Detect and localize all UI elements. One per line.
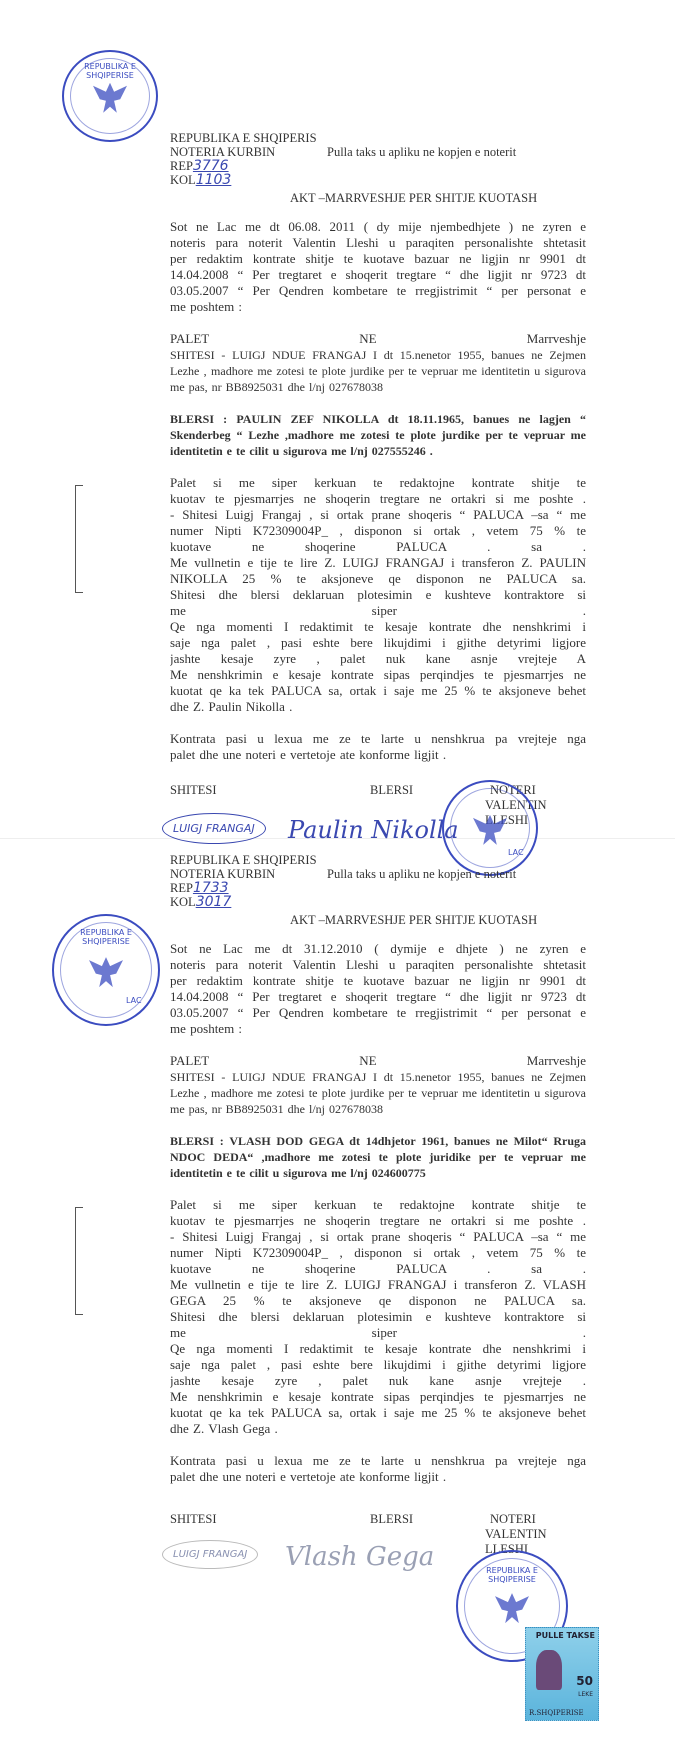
- margin-bracket: [75, 1207, 83, 1315]
- contract-text-line: palet dhe une noteri e vertetoje ate konforme ligjit .: [170, 747, 447, 762]
- document-title: AKT –MARRVESHJE PER SHITJE KUOTASH: [290, 913, 538, 927]
- seller-signature: LUIGJ FRANGAJ: [162, 813, 266, 844]
- contract-text-line: kuotat qe ka tek PALUCA sa, ortak i saje me 25 % te aksjoneve behet: [170, 683, 586, 698]
- contract-text-line: PALET NE Marrveshje: [170, 1053, 586, 1068]
- buyer-signature: Paulin Nikolla: [288, 816, 459, 844]
- contract-paragraph: [170, 1453, 586, 1485]
- notary-seal-stamp: [52, 914, 160, 1026]
- contract-text-line: kuotave ne shoqerine PALUCA . sa .: [170, 539, 586, 554]
- contract-text-line: GEGA 25 % te aksjoneve qe disponon ne PALUCA sa.: [170, 1293, 586, 1308]
- tax-note: Pulla taks u apliku ne kopjen e noterit: [327, 145, 517, 159]
- contract-text-line: noteris para noterit Valentin Lleshi u paraqiten personalishte shtetasit: [170, 235, 586, 250]
- contract-text-line: saje nga palet , pasi eshte bere likujdimi i gjithe detyrimi ligjore: [170, 1357, 586, 1372]
- contract-text-line: Palet si me siper kerkuan te redaktojne kontrate shitje te: [170, 475, 586, 490]
- seller-signature: LUIGJ FRANGAJ: [162, 1540, 258, 1569]
- kol-number: 3017: [195, 894, 232, 910]
- portrait-icon: [536, 1650, 562, 1690]
- notary-name: VALENTIN LLESHI: [485, 1527, 547, 1556]
- contract-text-line: Lezhe , madhore me zotesi te plote jurdike per te vepruar me identitetin u sigurova: [170, 364, 586, 378]
- kol-number: 1103: [195, 172, 232, 188]
- contract-paragraph: [170, 941, 586, 1037]
- contract-text-line: identitetin e te cilit u sigurova me l/nj 024600775: [170, 1166, 426, 1180]
- document-header: [170, 131, 317, 187]
- stamp-text: LAC: [508, 848, 524, 857]
- contract-text-line: me pas, nr BB8925031 dhe l/nj 027678038: [170, 1102, 383, 1116]
- contract-text-line: SHITESI - LUIGJ NDUE FRANGAJ I dt 15.nenetor 1955, banues ne Zejmen: [170, 1070, 586, 1084]
- buyer-label: BLERSI: [370, 783, 414, 797]
- document-title: AKT –MARRVESHJE PER SHITJE KUOTASH: [290, 191, 538, 205]
- contract-body: [170, 941, 586, 1501]
- contract-text-line: kuotav te pjesmarrjes ne shoqerin tregtare ne ortakri si me poshte .: [170, 1213, 586, 1228]
- contract-text-line: Me vullnetin e tije te lire Z. LUIGJ FRANGAJ i transferon Z. PAULIN: [170, 555, 586, 570]
- contract-text-line: jashte kesaje zyre , palet nuk kane asnje vrejteje A: [170, 651, 586, 666]
- notary-seal-stamp: [62, 50, 158, 142]
- contract-paragraph: [170, 331, 586, 395]
- stamp-text: REPUBLIKA E SHQIPERISE: [486, 1566, 538, 1584]
- contract-paragraph: [170, 1197, 586, 1437]
- margin-bracket: [75, 485, 83, 593]
- contract-text-line: per redaktim kontrate shitje te kuotave bazuar ne ligjin nr 9901 dt: [170, 973, 586, 988]
- contract-text-line: Me nenshkrimin e kesaje kontrate sipas perqindjes te pjesmarrjes ne: [170, 1389, 586, 1404]
- notary-label: NOTERI: [490, 1512, 536, 1526]
- contract-text-line: numer Nipti K72309004P_ , disponon si ortak , vetem 75 % te: [170, 1245, 586, 1260]
- contract-text-line: me siper .: [170, 603, 586, 618]
- contract-text-line: Qe nga momenti I redaktimit te kesaje kontrate dhe nenshkrimi i: [170, 619, 586, 634]
- stamp-text: REPUBLIKA E SHQIPERISE: [84, 62, 136, 80]
- contract-text-line: - Shitesi Luigj Frangaj , si ortak prane shoqeris “ PALUCA –sa “ me: [170, 1229, 586, 1244]
- contract-text-line: numer Nipti K72309004P_ , disponon si ortak , vetem 75 % te: [170, 523, 586, 538]
- contract-text-line: me pas, nr BB8925031 dhe l/nj 027678038: [170, 380, 383, 394]
- tax-stamp-title: PULLE TAKSE: [535, 1631, 595, 1640]
- seller-label: SHITESI: [170, 783, 217, 797]
- document-header: [170, 853, 317, 909]
- contract-text-line: kuotave ne shoqerine PALUCA . sa .: [170, 1261, 586, 1276]
- contract-text-line: Skenderbeg “ Lezhe ,madhore me zotesi te plote jurdike per te vepruar me: [170, 428, 586, 442]
- buyer-signature: Vlash Gega: [285, 1542, 435, 1572]
- buyer-label: BLERSI: [370, 1512, 414, 1526]
- contract-text-line: Qe nga momenti I redaktimit te kesaje kontrate dhe nenshkrimi i: [170, 1341, 586, 1356]
- contract-text-line: me poshtem :: [170, 299, 243, 314]
- contract-text-line: BLERSI : VLASH DOD GEGA dt 14dhjetor 1961, banues ne Milot“ Rruga: [170, 1134, 586, 1148]
- contract-text-line: NIKOLLA 25 % te aksjoneve qe disponon ne PALUCA sa.: [170, 571, 586, 586]
- contract-text-line: dhe Z. Paulin Nikolla .: [170, 699, 293, 714]
- contract-paragraph: [170, 411, 586, 459]
- contract-text-line: Sot ne Lac me dt 31.12.2010 ( dymije e dhjete ) ne zyren e: [170, 941, 586, 956]
- contract-paragraph: [170, 1053, 586, 1117]
- contract-text-line: Shitesi dhe blersi deklaruan plotesimin e kushteve kontraktore si: [170, 1309, 586, 1324]
- contract-paragraph: [170, 219, 586, 315]
- notary-name: VALENTIN LLESHI: [485, 798, 547, 827]
- contract-text-line: Shitesi dhe blersi deklaruan plotesimin e kushteve kontraktore si: [170, 587, 586, 602]
- contract-text-line: NDOC DEDA“ ,madhore me zotesi te plote juridike per te vepruar me: [170, 1150, 586, 1164]
- kol-field: KOL1103: [170, 172, 232, 188]
- contract-page-1: [0, 0, 675, 857]
- contract-paragraph: [170, 1133, 586, 1181]
- contract-text-line: saje nga palet , pasi eshte bere likujdimi i gjithe detyrimi ligjore: [170, 635, 586, 650]
- contract-text-line: per redaktim kontrate shitje te kuotave bazuar ne ligjin nr 9901 dt: [170, 251, 586, 266]
- rep-number: 1733: [192, 880, 229, 896]
- contract-text-line: PALET NE Marrveshje: [170, 331, 586, 346]
- contract-body: [170, 219, 586, 779]
- tax-stamp-country: R.SHQIPERISE: [529, 1709, 584, 1717]
- rep-field: REP3776: [170, 158, 229, 174]
- notary-label: NOTERI: [490, 783, 536, 797]
- contract-text-line: 14.04.2008 “ Per tregtaret e shoqerit tregtare “ dhe ligjit nr 9723 dt: [170, 989, 586, 1004]
- contract-text-line: 14.04.2008 “ Per tregtaret e shoqerit tregtare “ dhe ligjit nr 9723 dt: [170, 267, 586, 282]
- contract-text-line: palet dhe une noteri e vertetoje ate konforme ligjit .: [170, 1469, 447, 1484]
- contract-text-line: jashte kesaje zyre , palet nuk kane asnje vrejteje .: [170, 1373, 586, 1388]
- contract-text-line: Palet si me siper kerkuan te redaktojne kontrate shitje te: [170, 1197, 586, 1212]
- contract-text-line: kuotat qe ka tek PALUCA sa, ortak i saje me 25 % te aksjoneve behet: [170, 1405, 586, 1420]
- contract-text-line: BLERSI : PAULIN ZEF NIKOLLA dt 18.11.1965, banues ne lagjen “: [170, 412, 586, 426]
- contract-text-line: - Shitesi Luigj Frangaj , si ortak prane shoqeris “ PALUCA –sa “ me: [170, 507, 586, 522]
- tax-note: Pulla taks u apliku ne kopjen e noterit: [327, 867, 517, 881]
- rep-field: REP1733: [170, 880, 229, 896]
- kol-field: KOL3017: [170, 894, 232, 910]
- contract-text-line: identitetin e te cilit u sigurova me l/nj 027555246 .: [170, 444, 433, 458]
- contract-paragraph: [170, 475, 586, 715]
- contract-text-line: Kontrata pasi u lexua me ze te larte u nenshkrua pa vrejteje nga: [170, 1453, 586, 1468]
- contract-page-2: [0, 722, 675, 1750]
- contract-text-line: dhe Z. Vlash Gega .: [170, 1421, 278, 1436]
- contract-text-line: Kontrata pasi u lexua me ze te larte u nenshkrua pa vrejteje nga: [170, 731, 586, 746]
- contract-text-line: kuotav te pjesmarrjes ne shoqerin tregtare ne ortakri si me poshte .: [170, 491, 586, 506]
- stamp-text: LAC: [126, 996, 142, 1005]
- contract-text-line: me siper .: [170, 1325, 586, 1340]
- notary-office-label: NOTERIA KURBIN: [170, 867, 276, 881]
- notary-office-label: NOTERIA KURBIN: [170, 145, 276, 159]
- republic-label: REPUBLIKA E SHQIPERIS: [170, 131, 317, 145]
- contract-text-line: Me nenshkrimin e kesaje kontrate sipas perqindjes te pjesmarrjes ne: [170, 667, 586, 682]
- tax-stamp-value: 50: [576, 1674, 593, 1688]
- contract-text-line: me poshtem :: [170, 1021, 243, 1036]
- contract-text-line: Me vullnetin e tije te lire Z. LUIGJ FRANGAJ i transferon Z. VLASH: [170, 1277, 586, 1292]
- tax-stamp-unit: LEKE: [578, 1691, 593, 1698]
- contract-text-line: Sot ne Lac me dt 06.08. 2011 ( dy mije njembedhjete ) ne zyren e: [170, 219, 586, 234]
- contract-text-line: SHITESI - LUIGJ NDUE FRANGAJ I dt 15.nenetor 1955, banues ne Zejmen: [170, 348, 586, 362]
- stamp-text: REPUBLIKA E SHQIPERISE: [80, 928, 132, 946]
- contract-text-line: Lezhe , madhore me zotesi te plote jurdike per te vepruar me identitetin u sigurova: [170, 1086, 586, 1100]
- contract-text-line: noteris para noterit Valentin Lleshi u paraqiten personalishte shtetasit: [170, 957, 586, 972]
- rep-number: 3776: [192, 158, 229, 174]
- seller-label: SHITESI: [170, 1512, 217, 1526]
- contract-text-line: 03.05.2007 “ Per Qendren kombetare te rregjistrimit “ per personat e: [170, 1005, 586, 1020]
- republic-label: REPUBLIKA E SHQIPERIS: [170, 853, 317, 867]
- contract-text-line: 03.05.2007 “ Per Qendren kombetare te rregjistrimit “ per personat e: [170, 283, 586, 298]
- tax-postage-stamp: [525, 1627, 599, 1721]
